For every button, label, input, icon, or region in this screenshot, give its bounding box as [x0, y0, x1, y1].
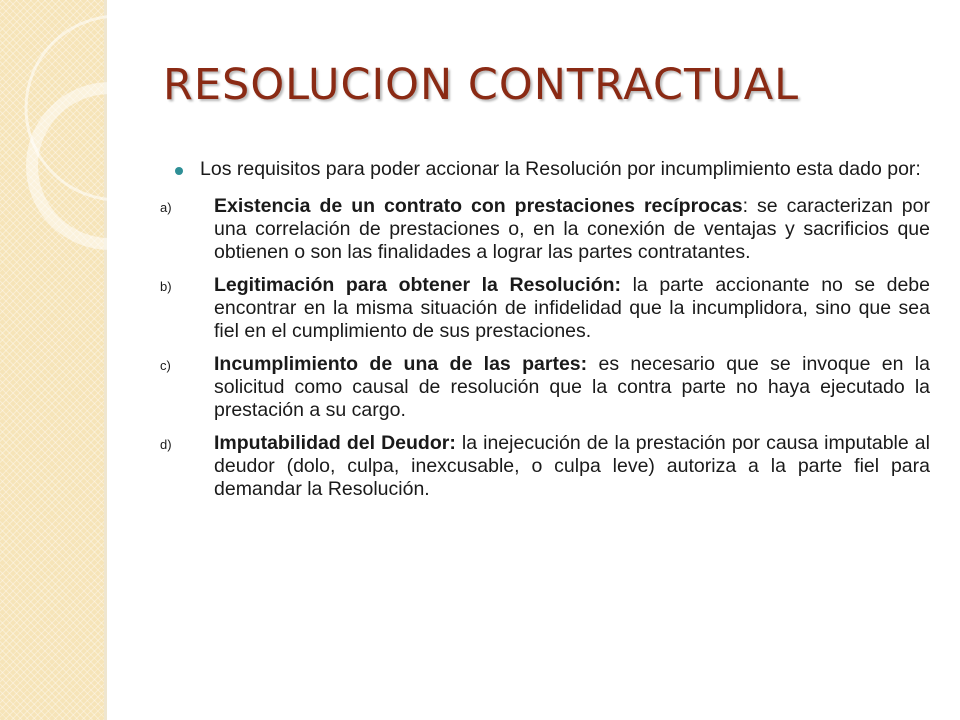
item-heading: Incumplimiento de una de las partes:	[214, 353, 588, 375]
intro-text: Los requisitos para poder accionar la Resolución por incumplimiento esta dado por:	[200, 158, 921, 180]
item-heading: Existencia de un contrato con prestaciones recíprocas	[214, 195, 743, 217]
list-marker: a)	[160, 200, 172, 215]
list-item	[160, 353, 930, 422]
item-text: es necesario que se invoque en la solicitud como causal de resolución que la contra parte no haya ejecutado la prestación a su cargo.	[214, 353, 930, 421]
item-heading: Legitimación para obtener la Resolución:	[214, 274, 622, 296]
list-marker: c)	[160, 358, 171, 373]
item-heading: Imputabilidad del Deudor:	[214, 432, 456, 454]
item-separator: :	[742, 195, 749, 217]
list-item	[160, 274, 930, 343]
bullet-dot-icon	[175, 167, 183, 175]
intro-bullet	[160, 158, 930, 181]
slide-title: RESOLUCION CONTRACTUAL	[163, 60, 800, 110]
item-text: la parte accionante no se debe encontrar en la misma situación de infidelidad que la incumplidora, sino que sea fiel en el cumplimiento de sus prestaciones.	[214, 274, 930, 342]
slide-body	[160, 158, 930, 511]
list-marker: b)	[160, 279, 172, 294]
item-text: la inejecución de la prestación por causa imputable al deudor (dolo, culpa, inexcusable, o culpa leve) autoriza a la parte fiel para demandar la Resolución.	[214, 432, 930, 500]
list-marker: d)	[160, 437, 172, 452]
item-text: se caracterizan por una correlación de prestaciones o, en la conexión de ventajas y sacrificios que obtienen o son las finalidades a lograr las partes contratantes.	[214, 195, 930, 263]
list-item	[160, 432, 930, 501]
list-item	[160, 195, 930, 264]
